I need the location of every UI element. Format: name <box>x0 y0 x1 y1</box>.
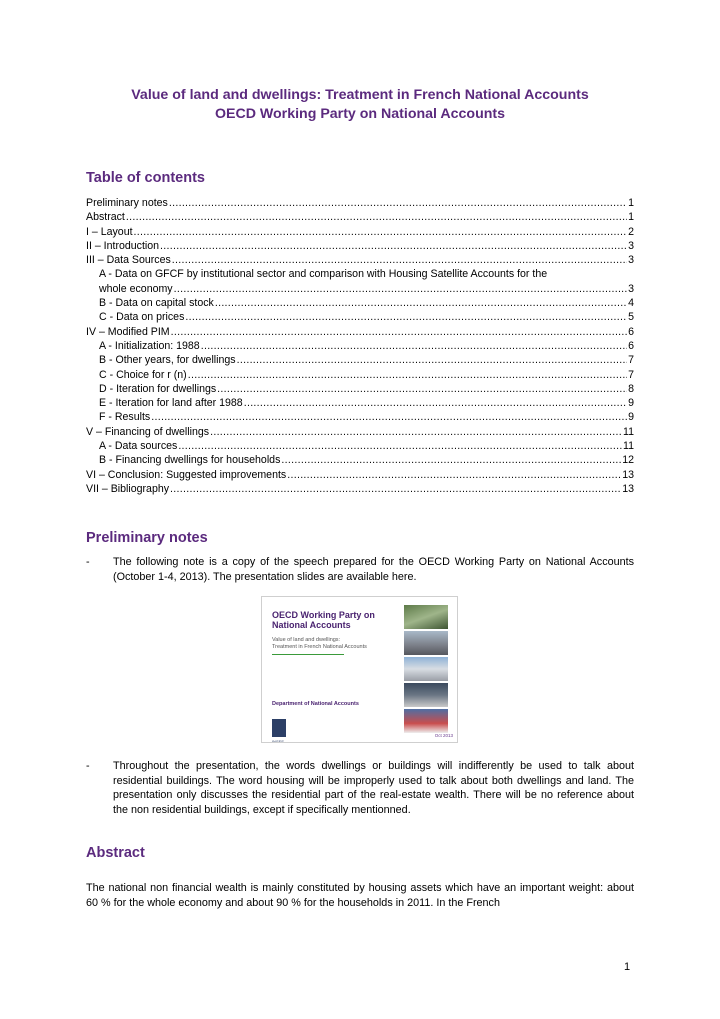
toc-dot-leader <box>287 468 621 482</box>
photo-flags-image <box>404 709 448 733</box>
toc-entry[interactable] <box>86 439 634 453</box>
photo-interior-image <box>404 683 448 707</box>
toc-entry-page: 6 <box>628 325 634 338</box>
preliminary-notes-heading: Preliminary notes <box>86 530 208 546</box>
toc-entry[interactable] <box>86 310 634 324</box>
slide-subtitle-line-1: Value of land and dwellings: <box>272 637 341 643</box>
toc-dot-leader <box>244 396 627 410</box>
bullet-dash: - <box>86 556 90 568</box>
insee-logo <box>272 719 286 743</box>
toc-dot-leader <box>126 210 627 224</box>
toc-entry-page: 9 <box>628 411 634 424</box>
toc-heading: Table of contents <box>86 170 205 186</box>
toc-entry-page: 1 <box>628 211 634 224</box>
toc-entry-label: III – Data Sources <box>86 254 171 267</box>
slide-date: Oct 2013 <box>434 733 453 738</box>
toc-entry-label[interactable]: A - Data on GFCF by institutional sector and comparison with Housing Satellite Accounts for the <box>99 268 548 281</box>
page-number: 1 <box>624 961 631 973</box>
toc-entry-page: 11 <box>623 440 634 453</box>
toc-dot-leader <box>169 196 627 210</box>
toc-entry[interactable] <box>86 282 634 296</box>
abstract-heading: Abstract <box>86 845 145 861</box>
photo-street-image <box>404 631 448 655</box>
toc-dot-leader <box>185 310 627 324</box>
document-title <box>0 86 720 124</box>
toc-entry[interactable] <box>86 296 634 310</box>
toc-dot-leader <box>210 425 622 439</box>
toc-entry[interactable] <box>86 196 634 210</box>
toc-entry-page: 13 <box>622 468 634 481</box>
toc-entry-page: 5 <box>628 311 634 324</box>
toc-dot-leader <box>160 239 627 253</box>
toc-dot-leader <box>201 339 627 353</box>
toc-entry-label: B - Data on capital stock <box>99 297 214 310</box>
toc-entry-label: C - Data on prices <box>99 311 185 324</box>
toc-dot-leader <box>151 410 627 424</box>
insee-logo-text: INSEE <box>272 739 285 743</box>
toc-dot-leader <box>171 325 627 339</box>
toc-entry[interactable] <box>86 382 634 396</box>
photo-trees-image <box>404 605 448 629</box>
toc-entry-page: 13 <box>622 482 634 495</box>
toc-entry[interactable] <box>86 425 634 439</box>
toc-dot-leader <box>281 453 621 467</box>
toc-entry[interactable] <box>86 396 634 410</box>
toc-entry-label: B - Other years, for dwellings <box>99 354 236 367</box>
abstract-paragraph: The national non financial wealth is mainly constituted by housing assets which have an important weight: about 60 % for the whole economy and about 90 % for the households in 2011. In the French <box>86 882 634 909</box>
bullet-text: The following note is a copy of the speech prepared for the OECD Working Party on National Accounts (October 1-4, 2013). The presentation slides are available here. <box>113 556 634 583</box>
slide-subtitle-line-2: Treatment in French National Accounts <box>272 644 367 650</box>
toc-entry-label: E - Iteration for land after 1988 <box>99 397 243 410</box>
preliminary-bullet-2 <box>86 759 634 817</box>
toc-entry-page: 8 <box>628 382 634 395</box>
toc-entry-page: 3 <box>628 239 634 252</box>
slide-divider <box>272 654 344 655</box>
toc-entry-page: 11 <box>623 425 634 438</box>
toc-entry-page: 2 <box>628 225 634 238</box>
toc-dot-leader <box>217 382 627 396</box>
toc-entry[interactable] <box>86 325 634 339</box>
slide-department: Department of National Accounts <box>272 701 359 707</box>
toc-entry-page: 12 <box>622 454 634 467</box>
title-line-2: OECD Working Party on National Accounts <box>214 106 506 122</box>
toc-entry[interactable] <box>86 210 634 224</box>
toc-entry-label: II – Introduction <box>86 239 160 252</box>
toc-entry[interactable] <box>86 482 634 496</box>
toc-entry-label: D - Iteration for dwellings <box>99 382 217 395</box>
toc-dot-leader <box>172 253 627 267</box>
bullet-dash: - <box>86 760 90 772</box>
toc-entry-label: IV – Modified PIM <box>86 325 170 338</box>
toc-entry-label: Abstract <box>86 211 125 224</box>
toc-entry-label: VII – Bibliography <box>86 482 170 495</box>
toc-entry-page: 6 <box>628 339 634 352</box>
toc-dot-leader <box>170 482 621 496</box>
toc-dot-leader <box>215 296 627 310</box>
toc-entry[interactable] <box>86 368 634 382</box>
toc-entry-label: A - Initialization: 1988 <box>99 339 200 352</box>
toc-dot-leader <box>134 225 628 239</box>
toc-entry[interactable] <box>86 225 634 239</box>
presentation-slide-thumbnail[interactable] <box>261 596 458 743</box>
toc-entry-page: 9 <box>628 397 634 410</box>
toc-entry[interactable] <box>86 353 634 367</box>
title-line-1: Value of land and dwellings: Treatment in French National Accounts <box>131 87 589 103</box>
toc-dot-leader <box>188 368 627 382</box>
toc-dot-leader <box>178 439 622 453</box>
preliminary-bullet-1 <box>86 555 634 584</box>
slide-subtitle <box>272 637 392 651</box>
toc-entry-label: I – Layout <box>86 225 133 238</box>
toc-entry[interactable] <box>86 339 634 353</box>
toc-entry-label: VI – Conclusion: Suggested improvements <box>86 468 287 481</box>
toc-entry-page: 3 <box>628 282 634 295</box>
toc-dot-leader <box>174 282 627 296</box>
toc-entry-label: A - Data sources <box>99 440 178 453</box>
toc-entry[interactable] <box>86 453 634 467</box>
toc-entry[interactable] <box>86 410 634 424</box>
toc-entry-page: 7 <box>628 368 634 381</box>
bullet-text: Throughout the presentation, the words dwellings or buildings will indifferently be used to talk about residential buildings. The word housing will be improperly used to talk about both dwellings and land. The presentation only discusses the residential part of the real-estate wealth. There will be no reference about the non residential buildings, except if specifically mentionned. <box>113 760 634 816</box>
toc-entry-page: 3 <box>628 254 634 267</box>
toc-entry-label: F - Results <box>99 411 151 424</box>
toc-entry-page: 4 <box>628 297 634 310</box>
photo-building-image <box>404 657 448 681</box>
toc-entry-label: whole economy <box>99 282 173 295</box>
toc-entry-label: C - Choice for r (n) <box>99 368 187 381</box>
toc-entry[interactable] <box>86 468 634 482</box>
toc-entry-label: V – Financing of dwellings <box>86 425 210 438</box>
toc-entry-label: B - Financing dwellings for households <box>99 454 281 467</box>
toc-entry[interactable] <box>86 239 634 253</box>
toc-dot-leader <box>237 353 628 367</box>
slide-title: OECD Working Party on National Accounts <box>272 610 375 630</box>
toc-entry-page: 7 <box>628 354 634 367</box>
toc-entry[interactable] <box>86 253 634 267</box>
table-of-contents <box>86 196 634 496</box>
toc-entry-page: 1 <box>628 197 634 209</box>
toc-entry-label: Preliminary notes <box>86 197 168 209</box>
